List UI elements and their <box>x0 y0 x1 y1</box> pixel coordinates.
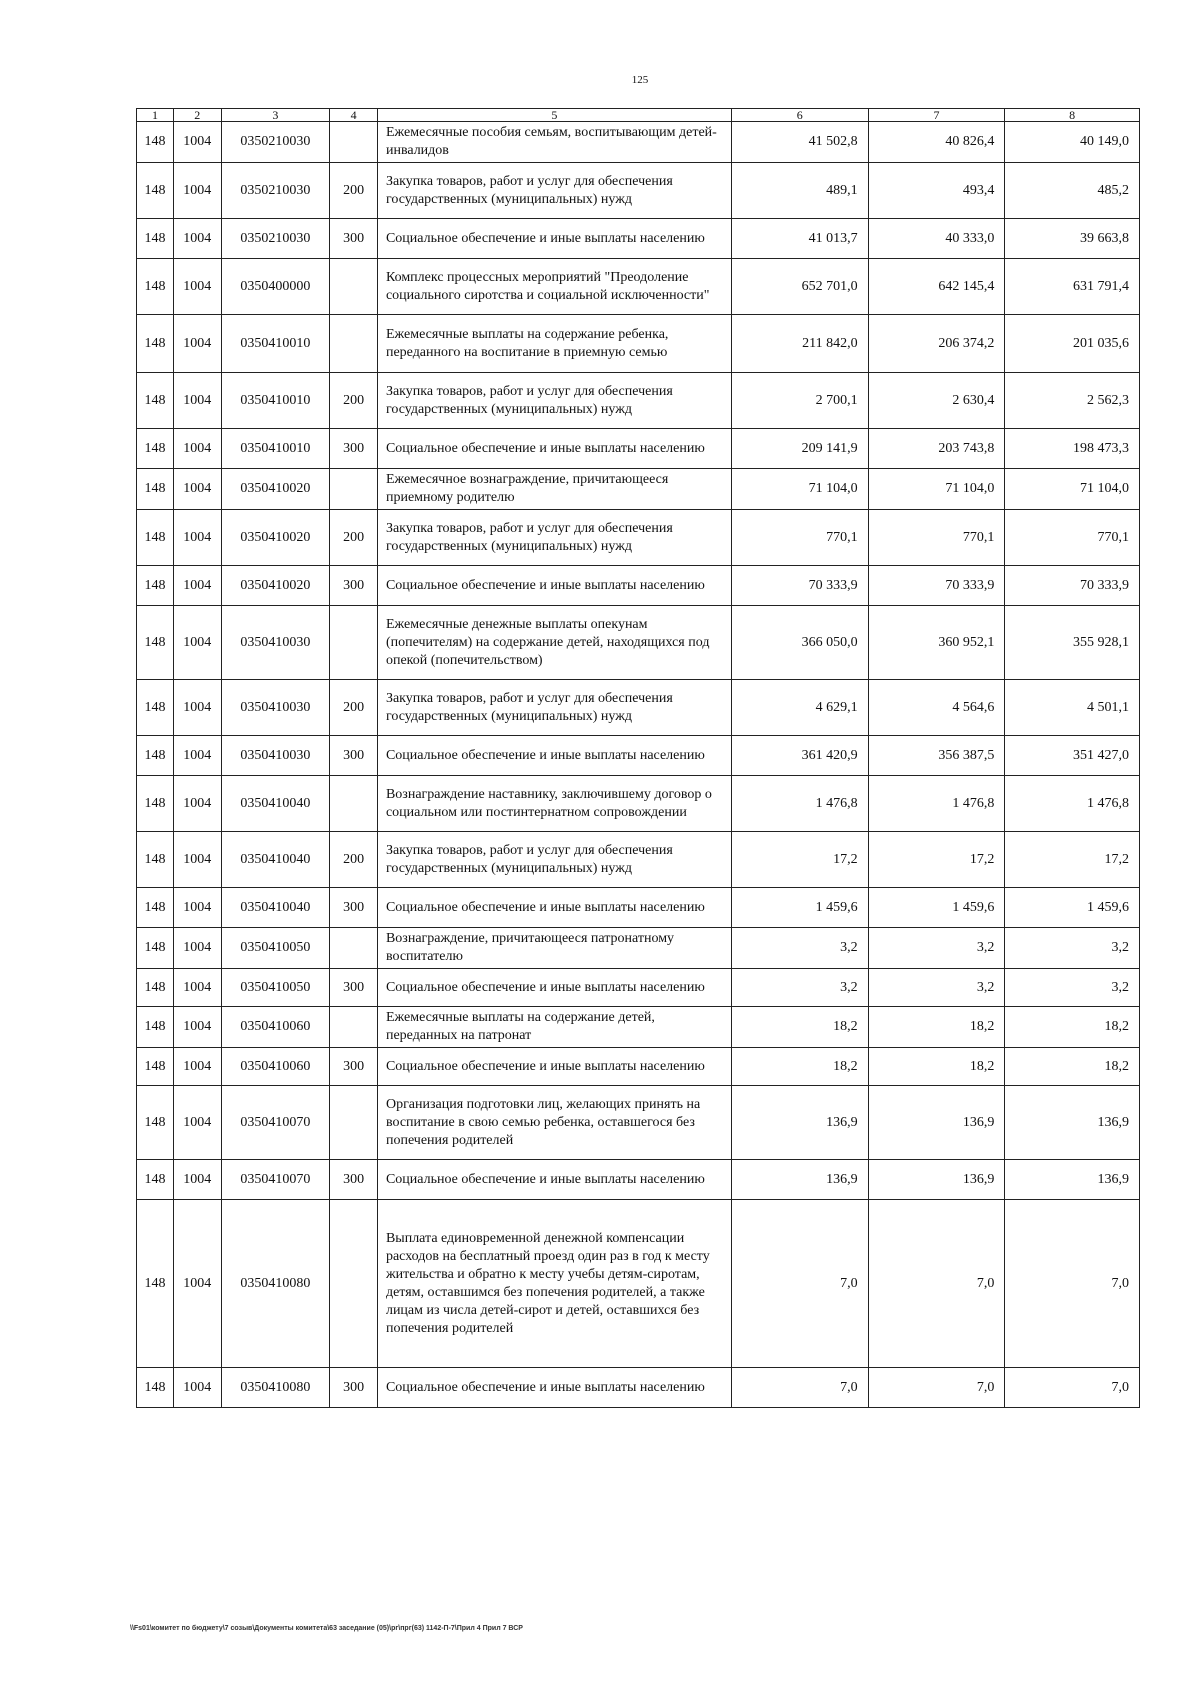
cell-target-article: 0350410020 <box>221 510 330 566</box>
cell-expense-type <box>330 1007 378 1048</box>
cell-expense-type <box>330 315 378 373</box>
cell-amount-col8: 1 459,6 <box>1005 888 1140 928</box>
cell-name: Ежемесячное вознаграждение, причитающееся приемному родителю <box>377 469 731 510</box>
cell-section: 1004 <box>173 1086 221 1160</box>
cell-name: Ежемесячные выплаты на содержание детей, переданных на патронат <box>377 1007 731 1048</box>
cell-amount-col7: 1 476,8 <box>868 776 1005 832</box>
cell-rz: 148 <box>137 736 174 776</box>
cell-amount-col6: 361 420,9 <box>731 736 868 776</box>
table-row <box>137 736 1140 776</box>
cell-name: Социальное обеспечение и иные выплаты населению <box>377 566 731 606</box>
cell-amount-col8: 71 104,0 <box>1005 469 1140 510</box>
cell-amount-col8: 18,2 <box>1005 1007 1140 1048</box>
cell-rz: 148 <box>137 776 174 832</box>
cell-target-article: 0350410070 <box>221 1086 330 1160</box>
cell-amount-col7: 3,2 <box>868 969 1005 1007</box>
cell-amount-col7: 493,4 <box>868 163 1005 219</box>
cell-section: 1004 <box>173 1160 221 1200</box>
cell-rz: 148 <box>137 1086 174 1160</box>
cell-rz: 148 <box>137 259 174 315</box>
table-row <box>137 429 1140 469</box>
cell-target-article: 0350410010 <box>221 429 330 469</box>
cell-amount-col6: 209 141,9 <box>731 429 868 469</box>
budget-table-container <box>136 108 1140 1408</box>
cell-amount-col6: 2 700,1 <box>731 373 868 429</box>
cell-target-article: 0350410010 <box>221 315 330 373</box>
cell-section: 1004 <box>173 969 221 1007</box>
cell-rz: 148 <box>137 429 174 469</box>
cell-amount-col6: 18,2 <box>731 1007 868 1048</box>
cell-amount-col8: 4 501,1 <box>1005 680 1140 736</box>
cell-expense-type: 200 <box>330 373 378 429</box>
cell-target-article: 0350410080 <box>221 1200 330 1368</box>
cell-rz: 148 <box>137 832 174 888</box>
cell-name: Социальное обеспечение и иные выплаты населению <box>377 888 731 928</box>
cell-expense-type <box>330 606 378 680</box>
cell-section: 1004 <box>173 1007 221 1048</box>
cell-amount-col7: 136,9 <box>868 1086 1005 1160</box>
cell-target-article: 0350410050 <box>221 969 330 1007</box>
cell-target-article: 0350410040 <box>221 888 330 928</box>
cell-amount-col6: 1 476,8 <box>731 776 868 832</box>
cell-target-article: 0350210030 <box>221 163 330 219</box>
table-row <box>137 259 1140 315</box>
cell-amount-col8: 201 035,6 <box>1005 315 1140 373</box>
cell-name: Закупка товаров, работ и услуг для обеспечения государственных (муниципальных) нужд <box>377 163 731 219</box>
column-header-8: 8 <box>1005 109 1140 122</box>
cell-target-article: 0350410020 <box>221 469 330 510</box>
column-header-7: 7 <box>868 109 1005 122</box>
cell-amount-col6: 136,9 <box>731 1086 868 1160</box>
cell-expense-type <box>330 1086 378 1160</box>
cell-amount-col7: 360 952,1 <box>868 606 1005 680</box>
cell-amount-col6: 3,2 <box>731 969 868 1007</box>
budget-table <box>136 108 1140 1408</box>
cell-expense-type: 200 <box>330 163 378 219</box>
table-row <box>137 122 1140 163</box>
cell-amount-col8: 355 928,1 <box>1005 606 1140 680</box>
cell-expense-type: 300 <box>330 1368 378 1408</box>
cell-amount-col8: 631 791,4 <box>1005 259 1140 315</box>
cell-amount-col7: 2 630,4 <box>868 373 1005 429</box>
cell-rz: 148 <box>137 1160 174 1200</box>
cell-section: 1004 <box>173 776 221 832</box>
cell-amount-col8: 39 663,8 <box>1005 219 1140 259</box>
cell-amount-col7: 7,0 <box>868 1368 1005 1408</box>
cell-rz: 148 <box>137 606 174 680</box>
cell-name: Закупка товаров, работ и услуг для обеспечения государственных (муниципальных) нужд <box>377 510 731 566</box>
cell-section: 1004 <box>173 469 221 510</box>
cell-name: Ежемесячные выплаты на содержание ребенка, переданного на воспитание в приемную семью <box>377 315 731 373</box>
cell-name: Выплата единовременной денежной компенсации расходов на бесплатный проезд один раз в год к месту жительства и обратно к месту учебы детям-сиротам, детям, оставшимся без попечения родителей, а также лицам из числа детей-сирот и детей, оставшихся без попечения родителей <box>377 1200 731 1368</box>
cell-section: 1004 <box>173 928 221 969</box>
cell-amount-col7: 206 374,2 <box>868 315 1005 373</box>
cell-section: 1004 <box>173 122 221 163</box>
cell-section: 1004 <box>173 373 221 429</box>
cell-target-article: 0350410060 <box>221 1048 330 1086</box>
cell-expense-type: 300 <box>330 219 378 259</box>
cell-amount-col6: 4 629,1 <box>731 680 868 736</box>
cell-target-article: 0350410040 <box>221 776 330 832</box>
cell-amount-col6: 41 502,8 <box>731 122 868 163</box>
cell-amount-col7: 356 387,5 <box>868 736 1005 776</box>
cell-amount-col6: 1 459,6 <box>731 888 868 928</box>
cell-rz: 148 <box>137 122 174 163</box>
cell-name: Закупка товаров, работ и услуг для обеспечения государственных (муниципальных) нужд <box>377 680 731 736</box>
cell-amount-col7: 136,9 <box>868 1160 1005 1200</box>
cell-amount-col8: 17,2 <box>1005 832 1140 888</box>
cell-expense-type: 300 <box>330 566 378 606</box>
cell-amount-col6: 489,1 <box>731 163 868 219</box>
cell-expense-type <box>330 259 378 315</box>
cell-target-article: 0350400000 <box>221 259 330 315</box>
cell-rz: 148 <box>137 219 174 259</box>
cell-amount-col8: 136,9 <box>1005 1160 1140 1200</box>
cell-amount-col8: 70 333,9 <box>1005 566 1140 606</box>
cell-expense-type: 300 <box>330 888 378 928</box>
cell-rz: 148 <box>137 1368 174 1408</box>
table-row <box>137 469 1140 510</box>
cell-rz: 148 <box>137 510 174 566</box>
cell-amount-col7: 18,2 <box>868 1007 1005 1048</box>
cell-amount-col8: 2 562,3 <box>1005 373 1140 429</box>
cell-section: 1004 <box>173 888 221 928</box>
cell-target-article: 0350410040 <box>221 832 330 888</box>
cell-amount-col7: 40 333,0 <box>868 219 1005 259</box>
cell-name: Вознаграждение, причитающееся патронатному воспитателю <box>377 928 731 969</box>
cell-target-article: 0350410020 <box>221 566 330 606</box>
cell-target-article: 0350410030 <box>221 606 330 680</box>
table-row <box>137 1160 1140 1200</box>
cell-amount-col7: 642 145,4 <box>868 259 1005 315</box>
cell-amount-col7: 70 333,9 <box>868 566 1005 606</box>
column-header-5: 5 <box>377 109 731 122</box>
cell-section: 1004 <box>173 736 221 776</box>
cell-amount-col7: 203 743,8 <box>868 429 1005 469</box>
cell-expense-type <box>330 122 378 163</box>
cell-target-article: 0350410010 <box>221 373 330 429</box>
cell-name: Социальное обеспечение и иные выплаты населению <box>377 1048 731 1086</box>
cell-section: 1004 <box>173 429 221 469</box>
table-row <box>137 510 1140 566</box>
cell-amount-col7: 40 826,4 <box>868 122 1005 163</box>
cell-rz: 148 <box>137 680 174 736</box>
cell-amount-col8: 485,2 <box>1005 163 1140 219</box>
cell-expense-type <box>330 928 378 969</box>
cell-amount-col8: 18,2 <box>1005 1048 1140 1086</box>
cell-rz: 148 <box>137 969 174 1007</box>
cell-amount-col8: 136,9 <box>1005 1086 1140 1160</box>
table-row <box>137 969 1140 1007</box>
cell-target-article: 0350410060 <box>221 1007 330 1048</box>
cell-rz: 148 <box>137 566 174 606</box>
cell-amount-col6: 7,0 <box>731 1368 868 1408</box>
cell-target-article: 0350410030 <box>221 736 330 776</box>
cell-rz: 148 <box>137 163 174 219</box>
cell-section: 1004 <box>173 566 221 606</box>
cell-name: Комплекс процессных мероприятий "Преодоление социального сиротства и социальной исключенности" <box>377 259 731 315</box>
cell-rz: 148 <box>137 1048 174 1086</box>
cell-amount-col8: 351 427,0 <box>1005 736 1140 776</box>
cell-amount-col6: 211 842,0 <box>731 315 868 373</box>
table-row <box>137 832 1140 888</box>
column-header-4: 4 <box>330 109 378 122</box>
table-row <box>137 1007 1140 1048</box>
cell-amount-col6: 7,0 <box>731 1200 868 1368</box>
cell-name: Социальное обеспечение и иные выплаты населению <box>377 969 731 1007</box>
cell-expense-type: 300 <box>330 1048 378 1086</box>
cell-expense-type: 300 <box>330 429 378 469</box>
cell-amount-col7: 18,2 <box>868 1048 1005 1086</box>
column-header-3: 3 <box>221 109 330 122</box>
cell-amount-col6: 652 701,0 <box>731 259 868 315</box>
cell-amount-col6: 18,2 <box>731 1048 868 1086</box>
cell-amount-col7: 4 564,6 <box>868 680 1005 736</box>
cell-name: Социальное обеспечение и иные выплаты населению <box>377 429 731 469</box>
cell-amount-col8: 7,0 <box>1005 1200 1140 1368</box>
cell-rz: 148 <box>137 315 174 373</box>
cell-amount-col8: 7,0 <box>1005 1368 1140 1408</box>
cell-amount-col6: 70 333,9 <box>731 566 868 606</box>
cell-name: Вознаграждение наставнику, заключившему договор о социальном или постинтернатном сопровождении <box>377 776 731 832</box>
table-row <box>137 776 1140 832</box>
table-row <box>137 566 1140 606</box>
cell-amount-col7: 3,2 <box>868 928 1005 969</box>
cell-amount-col7: 17,2 <box>868 832 1005 888</box>
cell-expense-type: 200 <box>330 680 378 736</box>
cell-name: Закупка товаров, работ и услуг для обеспечения государственных (муниципальных) нужд <box>377 832 731 888</box>
column-header-1: 1 <box>137 109 174 122</box>
cell-amount-col8: 3,2 <box>1005 928 1140 969</box>
cell-name: Социальное обеспечение и иные выплаты населению <box>377 1160 731 1200</box>
cell-section: 1004 <box>173 259 221 315</box>
cell-section: 1004 <box>173 606 221 680</box>
column-header-6: 6 <box>731 109 868 122</box>
cell-rz: 148 <box>137 1007 174 1048</box>
table-row <box>137 1368 1140 1408</box>
cell-amount-col8: 198 473,3 <box>1005 429 1140 469</box>
cell-expense-type: 300 <box>330 1160 378 1200</box>
cell-target-article: 0350410080 <box>221 1368 330 1408</box>
cell-name: Социальное обеспечение и иные выплаты населению <box>377 219 731 259</box>
table-row <box>137 163 1140 219</box>
cell-target-article: 0350410030 <box>221 680 330 736</box>
cell-amount-col8: 40 149,0 <box>1005 122 1140 163</box>
table-row <box>137 928 1140 969</box>
cell-amount-col6: 770,1 <box>731 510 868 566</box>
table-row <box>137 219 1140 259</box>
cell-amount-col6: 136,9 <box>731 1160 868 1200</box>
cell-name: Социальное обеспечение и иные выплаты населению <box>377 1368 731 1408</box>
table-row <box>137 315 1140 373</box>
header-row <box>137 109 1140 122</box>
table-row <box>137 680 1140 736</box>
cell-expense-type: 300 <box>330 736 378 776</box>
footer-file-path: \\Fs01\комитет по бюджету\7 созыв\Документы комитета\63 заседание (05)\рг\прг(63) 1142-П-7\Прил 4 Прил 7 ВСР <box>130 1625 523 1632</box>
cell-target-article: 0350410070 <box>221 1160 330 1200</box>
cell-amount-col6: 3,2 <box>731 928 868 969</box>
table-row <box>137 1200 1140 1368</box>
cell-expense-type <box>330 469 378 510</box>
table-row <box>137 606 1140 680</box>
table-row <box>137 373 1140 429</box>
cell-amount-col6: 366 050,0 <box>731 606 868 680</box>
cell-section: 1004 <box>173 1368 221 1408</box>
cell-amount-col7: 71 104,0 <box>868 469 1005 510</box>
cell-amount-col7: 7,0 <box>868 1200 1005 1368</box>
cell-amount-col6: 41 013,7 <box>731 219 868 259</box>
cell-rz: 148 <box>137 469 174 510</box>
cell-target-article: 0350410050 <box>221 928 330 969</box>
cell-rz: 148 <box>137 1200 174 1368</box>
table-row <box>137 1086 1140 1160</box>
cell-name: Организация подготовки лиц, желающих принять на воспитание в свою семью ребенка, оставшегося без попечения родителей <box>377 1086 731 1160</box>
cell-section: 1004 <box>173 1200 221 1368</box>
cell-expense-type: 300 <box>330 969 378 1007</box>
cell-section: 1004 <box>173 510 221 566</box>
table-body <box>137 122 1140 1408</box>
cell-section: 1004 <box>173 163 221 219</box>
cell-target-article: 0350210030 <box>221 219 330 259</box>
cell-expense-type: 200 <box>330 510 378 566</box>
cell-section: 1004 <box>173 832 221 888</box>
cell-amount-col6: 17,2 <box>731 832 868 888</box>
cell-section: 1004 <box>173 680 221 736</box>
table-row <box>137 888 1140 928</box>
cell-name: Ежемесячные пособия семьям, воспитывающим детей-инвалидов <box>377 122 731 163</box>
cell-target-article: 0350210030 <box>221 122 330 163</box>
cell-rz: 148 <box>137 373 174 429</box>
column-header-2: 2 <box>173 109 221 122</box>
cell-rz: 148 <box>137 888 174 928</box>
cell-expense-type <box>330 776 378 832</box>
cell-section: 1004 <box>173 315 221 373</box>
cell-amount-col7: 770,1 <box>868 510 1005 566</box>
cell-section: 1004 <box>173 219 221 259</box>
cell-amount-col7: 1 459,6 <box>868 888 1005 928</box>
cell-rz: 148 <box>137 928 174 969</box>
table-row <box>137 1048 1140 1086</box>
cell-amount-col6: 71 104,0 <box>731 469 868 510</box>
cell-name: Ежемесячные денежные выплаты опекунам (попечителям) на содержание детей, находящихся под опекой (попечительством) <box>377 606 731 680</box>
cell-name: Социальное обеспечение и иные выплаты населению <box>377 736 731 776</box>
cell-expense-type: 200 <box>330 832 378 888</box>
cell-amount-col8: 3,2 <box>1005 969 1140 1007</box>
cell-amount-col8: 770,1 <box>1005 510 1140 566</box>
cell-amount-col8: 1 476,8 <box>1005 776 1140 832</box>
cell-name: Закупка товаров, работ и услуг для обеспечения государственных (муниципальных) нужд <box>377 373 731 429</box>
cell-section: 1004 <box>173 1048 221 1086</box>
cell-expense-type <box>330 1200 378 1368</box>
page-number: 125 <box>631 74 649 86</box>
